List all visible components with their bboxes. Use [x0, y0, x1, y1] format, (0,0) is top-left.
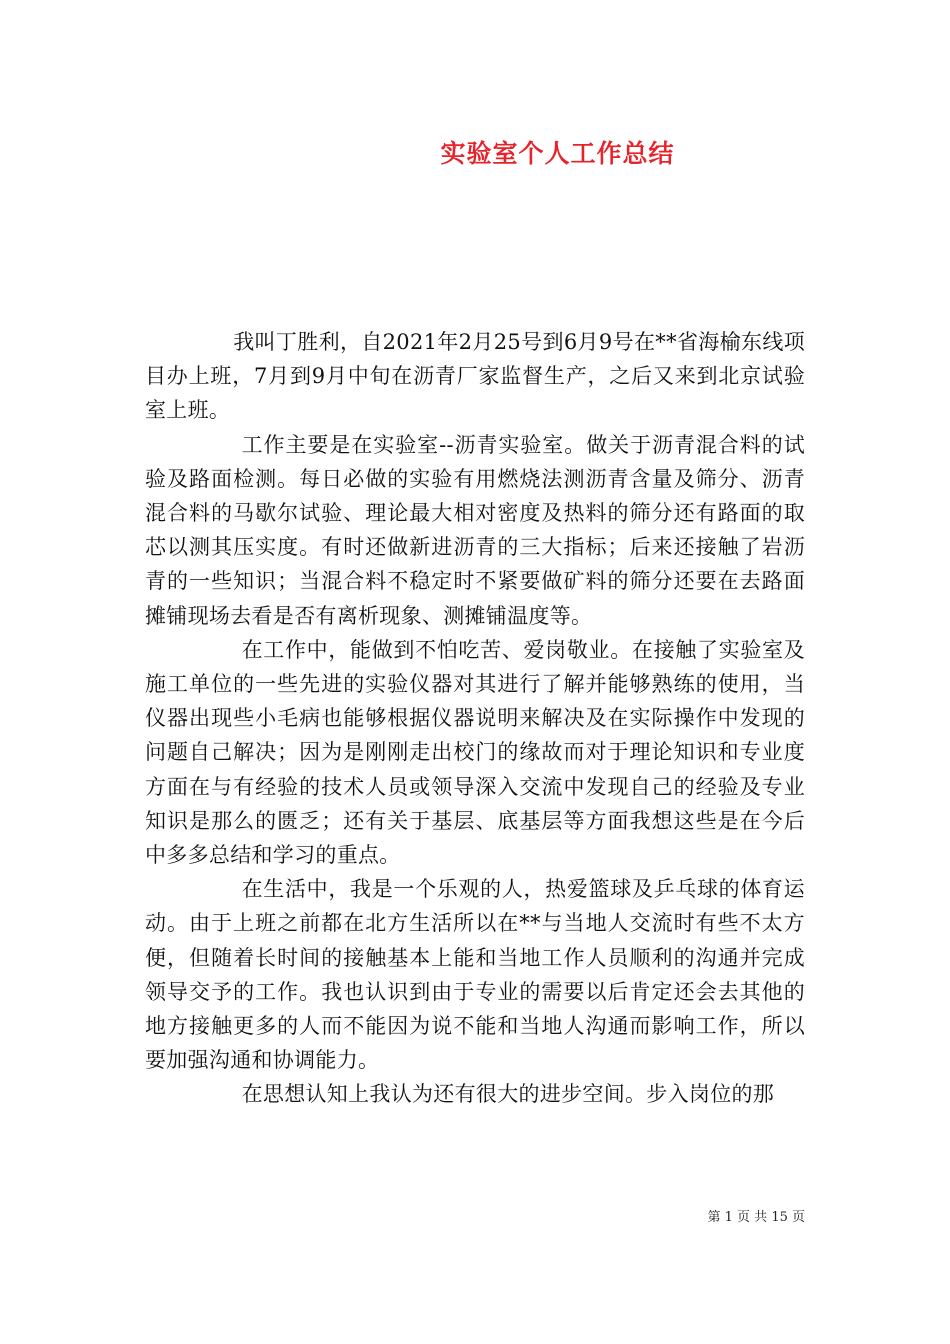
- paragraph-life: 在生活中，我是一个乐观的人，热爱篮球及乒乓球的体育运动。由于上班之前都在北方生活所以在**与当地人交流时有些不太方便，但随着长时间的接触基本上能和当地工作人员顺利的沟通并完成领导交予的工作。我也认识到由于专业的需要以后肯定还会去其他的地方接触更多的人而不能因为说不能和当地人沟通而影响工作，所以要加强沟通和协调能力。: [145, 877, 805, 1073]
- paragraph-thinking: 在思想认知上我认为还有很大的进步空间。步入岗位的那: [241, 1082, 775, 1107]
- paragraph-work-attitude: 在工作中，能做到不怕吃苦、爱岗敬业。在接触了实验室及施工单位的一些先进的实验仪器对其进行了解并能够熟练的使用，当仪器出现些小毛病也能够根据仪器说明来解决及在实际操作中发现的问题自己解决；因为是刚刚走出校门的缘故而对于理论知识和专业度方面在与有经验的技术人员或领导深入交流中发现自己的经验及专业知识是那么的匮乏；还有关于基层、底基层等方面我想这些是在今后中多多总结和学习的重点。: [145, 637, 805, 868]
- paragraph-intro: 我叫丁胜利，自2021年2月25号到6月9号在**省海榆东线项目办上班，7月到9月中旬在沥青厂家监督生产，之后又来到北京试验室上班。: [145, 330, 805, 423]
- document-body: [145, 325, 805, 1112]
- page-number: 第 1 页 共 15 页: [707, 1210, 805, 1225]
- document-title: 实验室个人工作总结: [440, 139, 675, 168]
- paragraph-work-content: 工作主要是在实验室--沥青实验室。做关于沥青混合料的试验及路面检测。每日必做的实验有用燃烧法测沥青含量及筛分、沥青混合料的马歇尔试验、理论最大相对密度及热料的筛分还有路面的取芯以测其压实度。有时还做新进沥青的三大指标；后来还接触了岩沥青的一些知识；当混合料不稳定时不紧要做矿料的筛分还要在去路面摊铺现场去看是否有离析现象、测摊铺温度等。: [145, 432, 805, 628]
